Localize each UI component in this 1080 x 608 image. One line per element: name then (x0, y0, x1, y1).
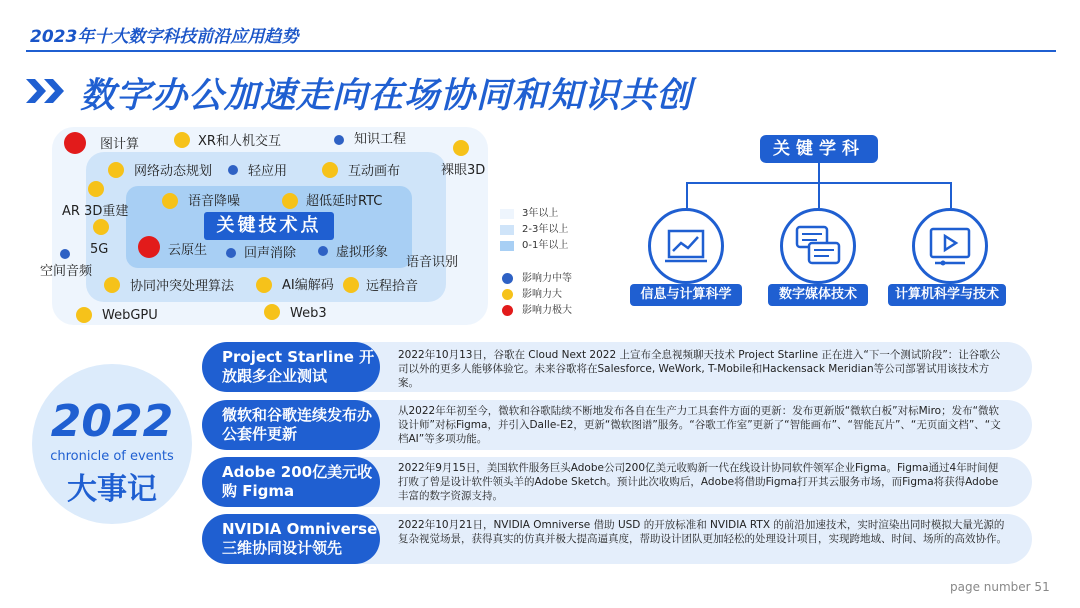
connector-line (686, 182, 688, 208)
tech-tag: 5G (90, 242, 109, 257)
header-title: 2023年十大数字科技前沿应用趋势 (30, 27, 299, 47)
discipline-label: 信息与计算科学 (630, 284, 742, 306)
key-disciplines-label: 关键学科 (760, 135, 878, 163)
discipline-label: 计算机科学与技术 (888, 284, 1006, 306)
chronicle-year: 2022 (50, 396, 174, 447)
impact-medium-dot (228, 165, 238, 175)
discipline-icon-circle (912, 208, 988, 284)
tech-tag: XR和人机交互 (198, 134, 281, 149)
legend-dot-medium (502, 273, 513, 284)
event-title: 微软和谷歌连续发布办公套件更新 (202, 400, 380, 450)
page-title: 数字办公加速走向在场协同和知识共创 (80, 76, 693, 116)
tech-tag: AR 3D重建 (62, 204, 129, 219)
chat-icon (783, 211, 853, 281)
tech-tag: 语音识别 (406, 255, 459, 270)
tech-tag: 图计算 (100, 137, 140, 152)
tech-tag: 互动画布 (348, 164, 401, 179)
event-description: 从2022年年初至今，微软和谷歌陆续不断地发布各自在生产力工具套件方面的更新：发布更新版“微软白板”对标Miro；发布“微软设计师”对标Figma，并引入Dalle-E2，更新“微软图谱”服务。“谷歌工作室”更新了“智能画布”、“智能瓦片”、“无页面文档”、“文档AI”等多项功能。 (398, 405, 1001, 445)
impact-large-dot (256, 277, 272, 293)
impact-large-dot (88, 181, 104, 197)
tech-tag: 语音降噪 (188, 194, 241, 209)
impact-medium-dot (318, 246, 328, 256)
impact-large-dot (322, 162, 338, 178)
event-title: Project Starline 开放跟多企业测试 (202, 342, 380, 392)
impact-medium-dot (334, 135, 344, 145)
legend-dot-large (502, 289, 513, 300)
impact-large-dot (453, 140, 469, 156)
impact-large-dot (104, 277, 120, 293)
impact-medium-dot (60, 249, 70, 259)
video-icon (915, 211, 985, 281)
legend-label: 2-3年以上 (522, 224, 569, 235)
tech-tag: 裸眼3D (441, 163, 486, 178)
legend-swatch-2-3-years (500, 225, 514, 235)
tech-tag: 轻应用 (248, 164, 288, 179)
tech-tag: 知识工程 (354, 132, 407, 147)
impact-large-dot (76, 307, 92, 323)
event-title: Adobe 200亿美元收购 Figma (202, 457, 380, 507)
event-description: 2022年10月21日，NVIDIA Omniverse 借助 USD 的开放标准和 NVIDIA RTX 的前沿加速技术，实时渲染出同时模拟大量光源的复杂视觉场景，获得真实的仿真并极大提高逼真度，帮助设计团队更加轻松的处理设计项目，实现跨地域、时间、场所的高效协作。 (398, 519, 1007, 545)
connector-line (818, 163, 820, 183)
legend-label: 0-1年以上 (522, 240, 569, 251)
double-chevron-icon (26, 76, 70, 106)
legend-swatch-3-years (500, 209, 514, 219)
chart-icon (651, 211, 721, 281)
page-number: page number 51 (950, 580, 1050, 594)
tech-tag: Web3 (290, 306, 327, 321)
impact-huge-dot (138, 236, 160, 258)
legend-label: 影响力极大 (522, 305, 572, 316)
event-description: 2022年10月13日，谷歌在 Cloud Next 2022 上宣布全息视频聊天技术 Project Starline 正在进入“下一个测试阶段”：让谷歌公司以外的更多人能够体验它。未来谷歌将在Salesforce, WeWork, T-Mobile和Hackensack Meridian等公司部署试用该技术方案。 (398, 349, 1001, 389)
impact-medium-dot (226, 248, 236, 258)
event-title: NVIDIA Omniverse三维协同设计领先 (202, 514, 380, 564)
tech-tag: AI编解码 (282, 278, 334, 293)
discipline-icon-circle (648, 208, 724, 284)
tech-tag: 网络动态规划 (134, 164, 213, 179)
tech-tag: 回声消除 (244, 246, 297, 261)
tech-tag: 云原生 (168, 243, 208, 258)
impact-large-dot (264, 304, 280, 320)
legend-label: 影响力大 (522, 289, 562, 300)
discipline-icon-circle (780, 208, 856, 284)
legend-dot-huge (502, 305, 513, 316)
tech-tag: 空间音频 (40, 264, 93, 279)
chronicle-subtitle: chronicle of events (50, 449, 174, 464)
legend-label: 3年以上 (522, 208, 559, 219)
impact-large-dot (174, 132, 190, 148)
legend-label: 影响力中等 (522, 273, 572, 284)
impact-large-dot (108, 162, 124, 178)
impact-large-dot (93, 219, 109, 235)
connector-line (950, 182, 952, 208)
tech-tag: 协同冲突处理算法 (130, 279, 235, 294)
connector-line (818, 182, 820, 208)
tech-tag: WebGPU (102, 308, 158, 323)
impact-huge-dot (64, 132, 86, 154)
tech-tag: 远程拾音 (366, 279, 419, 294)
tech-tag: 虚拟形象 (336, 245, 389, 260)
impact-large-dot (162, 193, 178, 209)
key-tech-points-label: 关键技术点 (204, 212, 334, 240)
discipline-label: 数字媒体技术 (768, 284, 868, 306)
tech-tag: 超低延时RTC (306, 194, 383, 209)
impact-large-dot (343, 277, 359, 293)
impact-large-dot (282, 193, 298, 209)
chronicle-label: 大事记 (67, 472, 157, 507)
header-divider (26, 50, 1056, 52)
legend-swatch-0-1-years (500, 241, 514, 251)
event-description: 2022年9月15日，美国软件服务巨头Adobe公司200亿美元收购新一代在线设计协同软件领军企业Figma。Figma通过4年时间便打败了曾是设计软件领头羊的Adobe Sketch。预计此次收购后，Adobe将借助Figma打开其云服务市场，而Figma将获得Adobe丰富的数字资源支持。 (398, 462, 999, 502)
